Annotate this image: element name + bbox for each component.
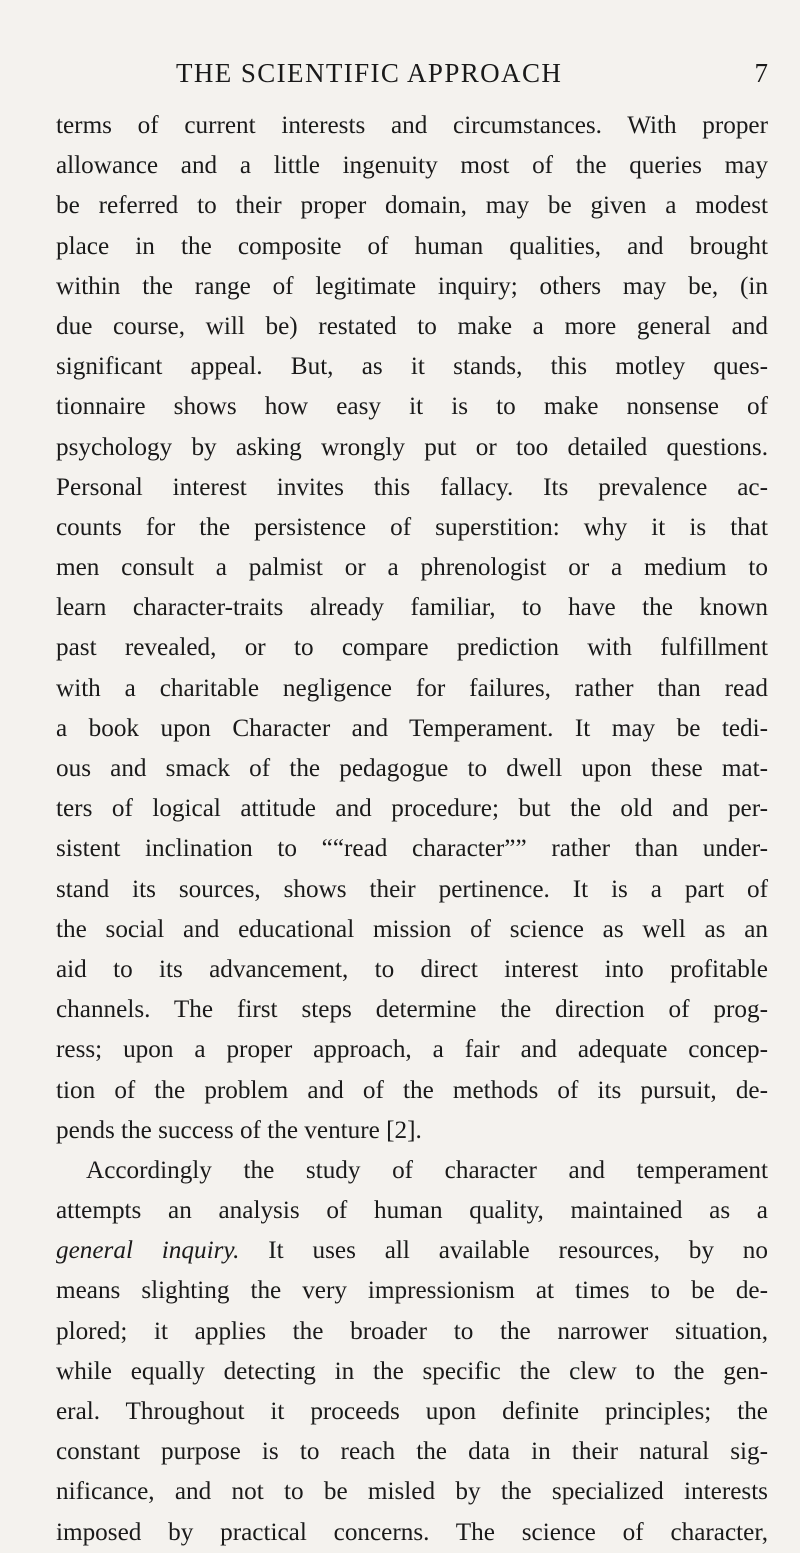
text-line: stand its sources, shows their pertinence. It is a part of xyxy=(56,875,768,903)
text-line xyxy=(56,1231,768,1271)
paragraph-first-line: Accordingly the study of character and temperament xyxy=(86,1156,768,1184)
text-line: ress; upon a proper approach, a fair and adequate concep- xyxy=(56,1036,768,1064)
italic-phrase: general inquiry. xyxy=(56,1237,240,1265)
text-line: past revealed, or to compare prediction with fulfillment xyxy=(56,634,768,662)
page-header xyxy=(0,52,800,92)
text-line: means slighting the very impressionism at times to be de- xyxy=(56,1277,768,1305)
text-line: channels. The first steps determine the direction of prog- xyxy=(56,996,768,1024)
text-line: terms of current interests and circumstances. With proper xyxy=(56,112,768,139)
text-line: place in the composite of human qualities, and brought xyxy=(56,232,768,260)
text-line: plored; it applies the broader to the narrower situation, xyxy=(56,1317,768,1345)
body-text xyxy=(56,106,768,1553)
text-line: ous and smack of the pedagogue to dwell upon these mat- xyxy=(56,755,768,782)
paragraph-last-line: pends the success of the venture [2]. xyxy=(56,1116,422,1144)
text-run: It uses all available resources, by no xyxy=(239,1237,768,1265)
text-line: significant appeal. But, as it stands, this motley ques- xyxy=(56,353,768,381)
text-line: with a charitable negligence for failures, rather than read xyxy=(56,674,768,702)
text-line: tion of the problem and of the methods of its pursuit, de- xyxy=(56,1076,768,1104)
page-number: 7 xyxy=(754,58,768,88)
text-line: within the range of legitimate inquiry; others may be, (in xyxy=(56,272,768,300)
text-line: constant purpose is to reach the data in their natural sig- xyxy=(56,1438,768,1466)
text-line: counts for the persistence of superstition: why it is that xyxy=(56,513,768,541)
text-line: imposed by practical concerns. The science of character, xyxy=(56,1518,768,1546)
text-line: psychology by asking wrongly put or too detailed questions. xyxy=(56,433,768,461)
text-line: learn character-traits already familiar, to have the known xyxy=(56,594,768,622)
text-line: while equally detecting in the specific the clew to the gen- xyxy=(56,1357,768,1385)
text-line: the social and educational mission of science as well as an xyxy=(56,915,768,943)
text-line: sistent inclination to ““read character”” rather than under- xyxy=(56,835,768,863)
text-line: aid to its advancement, to direct interest into profitable xyxy=(56,955,768,983)
text-line: ters of logical attitude and procedure; but the old and per- xyxy=(56,795,768,823)
text-line: be referred to their proper domain, may be given a modest xyxy=(56,192,768,220)
text-line: nificance, and not to be misled by the specialized interests xyxy=(56,1478,768,1506)
text-line: eral. Throughout it proceeds upon definite principles; the xyxy=(56,1398,768,1425)
text-line: Personal interest invites this fallacy. Its prevalence ac- xyxy=(56,473,768,501)
text-line: due course, will be) restated to make a more general and xyxy=(56,312,768,340)
text-line: men consult a palmist or a phrenologist or a medium to xyxy=(56,554,768,582)
running-title: THE SCIENTIFIC APPROACH xyxy=(176,58,563,88)
text-line: attempts an analysis of human quality, maintained as a xyxy=(56,1197,768,1225)
text-line: allowance and a little ingenuity most of the queries may xyxy=(56,152,768,180)
text-line: tionnaire shows how easy it is to make nonsense of xyxy=(56,393,768,421)
text-line: a book upon Character and Temperament. It may be tedi- xyxy=(56,714,768,742)
